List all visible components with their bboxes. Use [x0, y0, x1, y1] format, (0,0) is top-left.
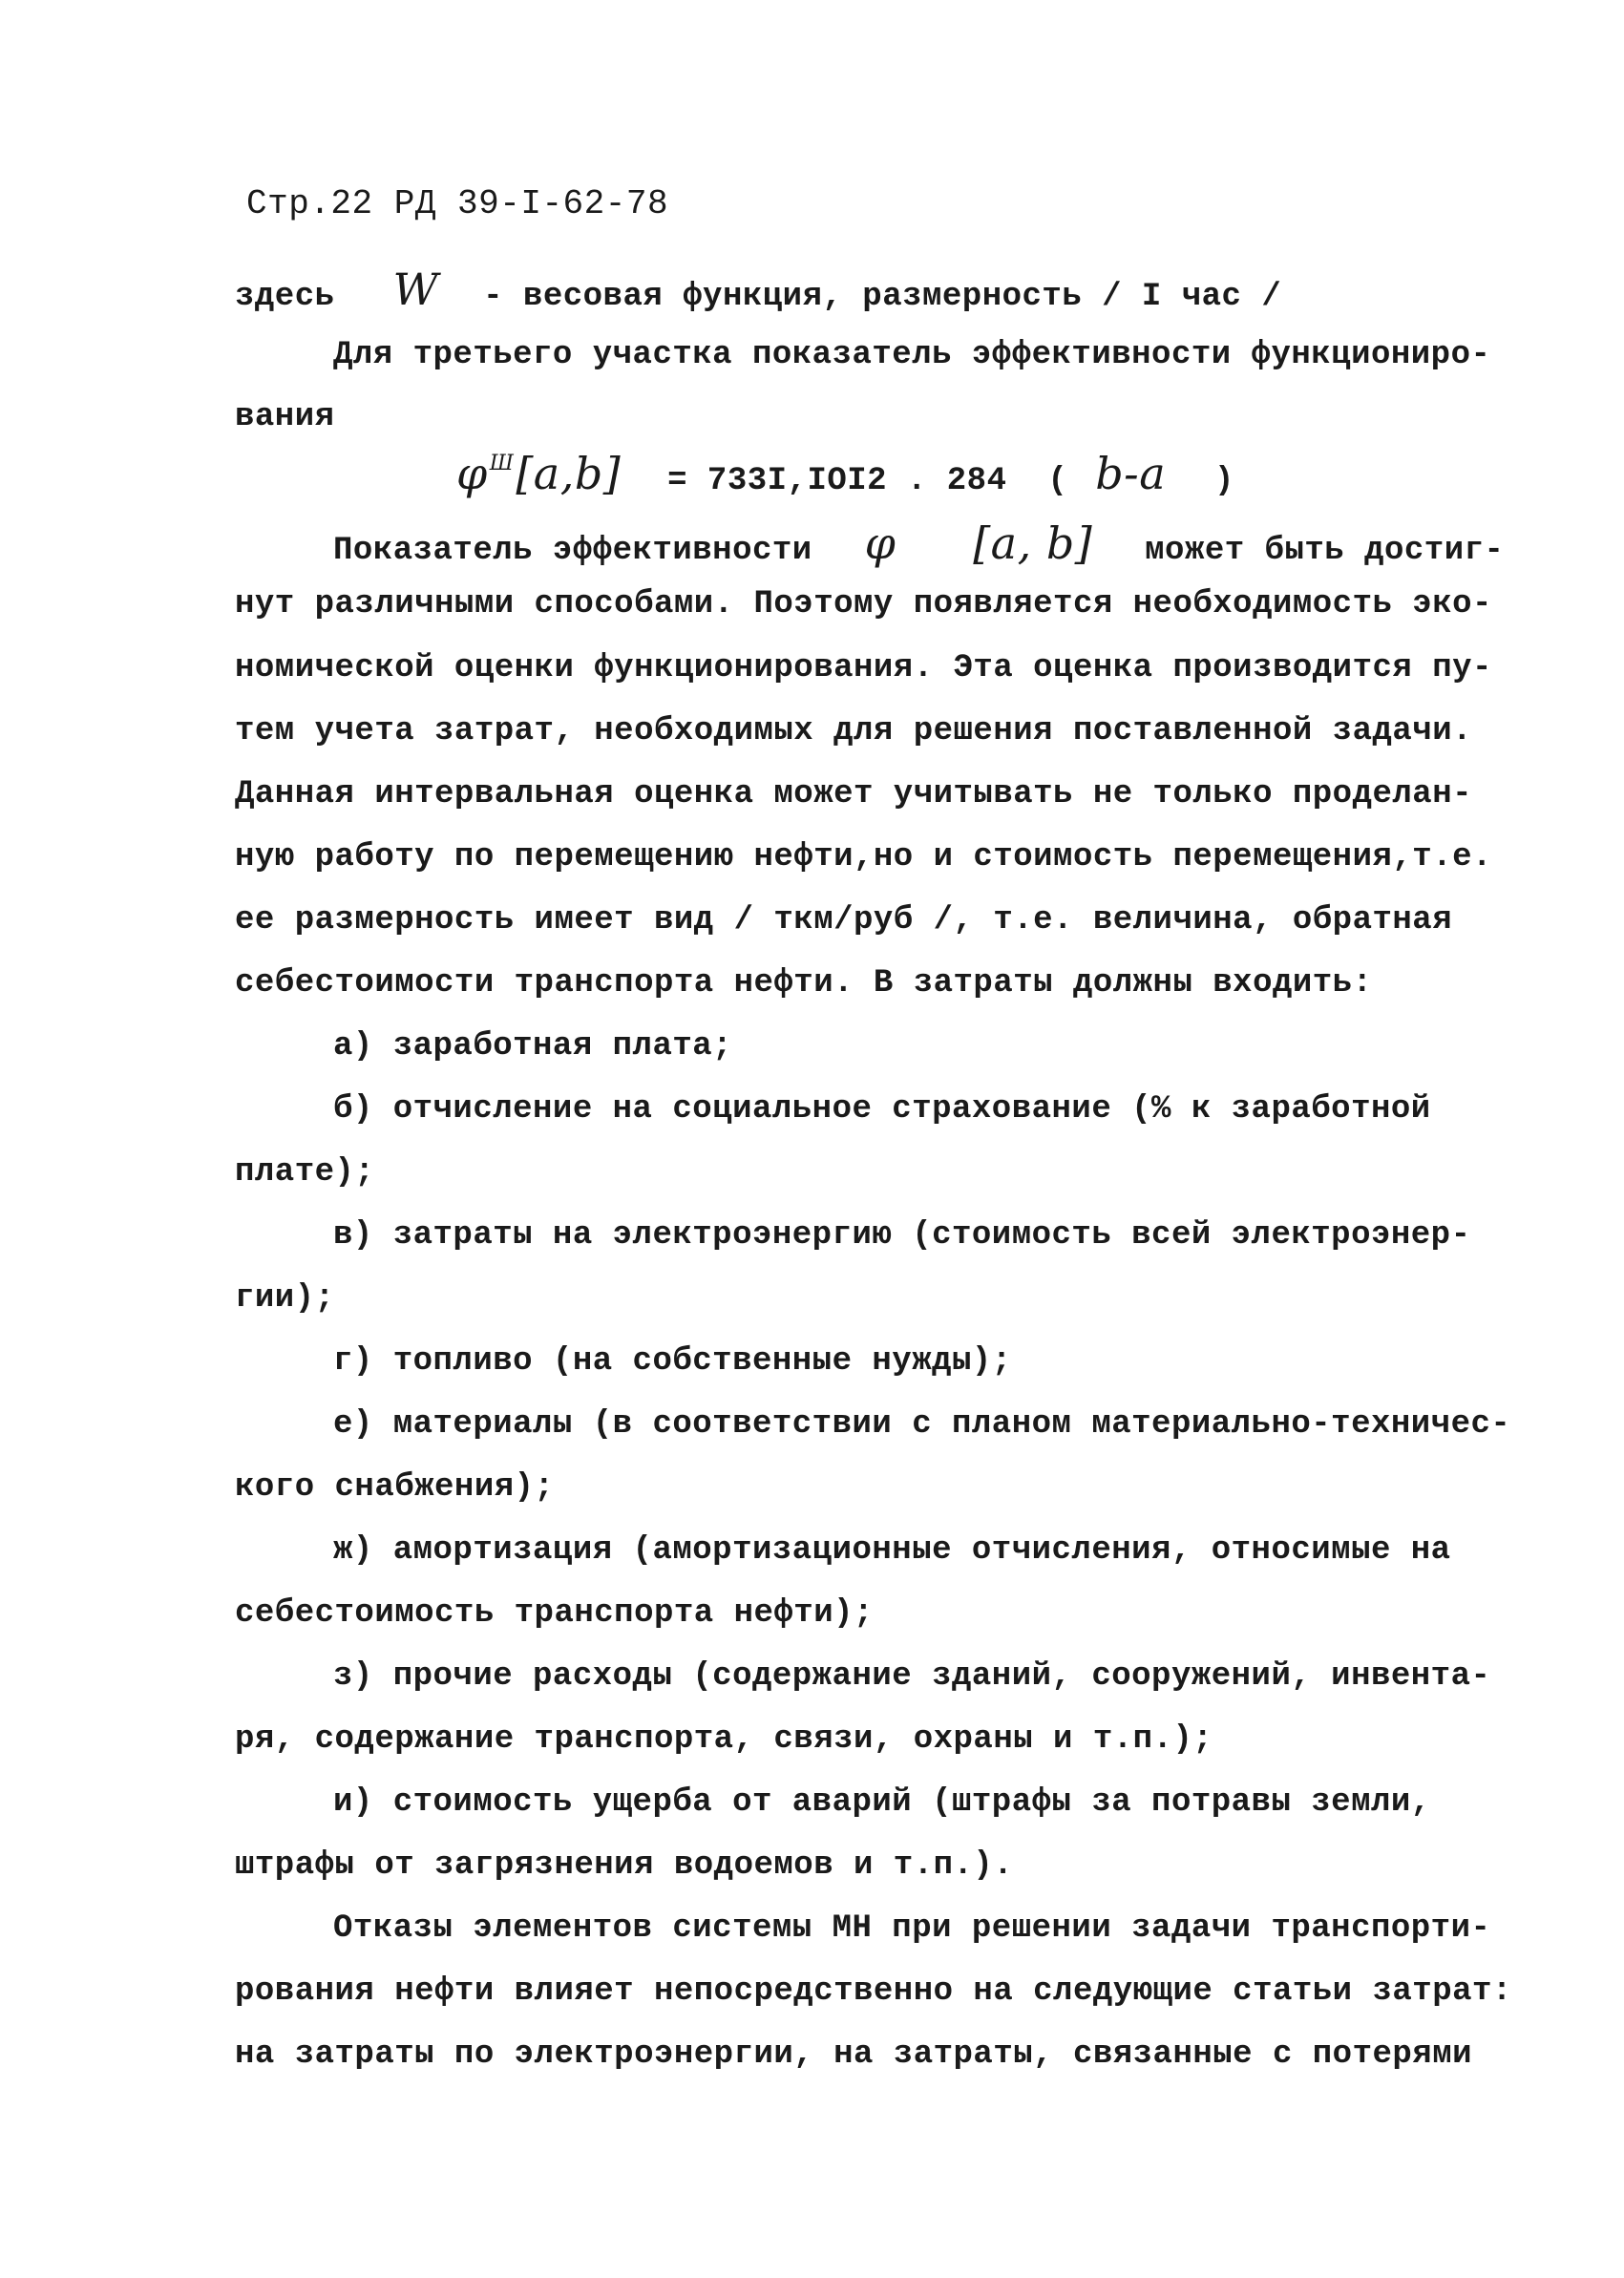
indicator-phi: φ [864, 517, 896, 569]
formula [456, 448, 1234, 502]
paragraph-2-line-2: вания [235, 399, 335, 435]
paragraph-4-line-1: Отказы элементов системы МН при решении задачи транспорти- [333, 1910, 1491, 1947]
paragraph-3-line-6: ную работу по перемещению нефти,но и стоимость перемещения,т.е. [235, 839, 1492, 875]
formula-close-paren: ) [1214, 463, 1234, 499]
list-item-b-line-1: б) отчисление на социальное страхование (% к заработной [333, 1091, 1431, 1128]
list-item-zh-line-1: ж) амортизация (амортизационные отчисления, относимые на [333, 1532, 1451, 1569]
indicator-interval: [a, b] [973, 517, 1093, 569]
paragraph-3-line-2: нут различными способами. Поэтому появляется необходимость эко- [235, 586, 1492, 622]
list-item-e-line-1: е) материалы (в соответствии с планом материально-техничес- [333, 1406, 1511, 1443]
paragraph-3-line-5: Данная интервальная оценка может учитывать не только проделан- [235, 776, 1473, 812]
indicator-text: Показатель эффективности [333, 533, 812, 569]
list-item-i-line-2: штрафы от загрязнения водоемов и т.п.). [235, 1847, 1014, 1884]
paragraph-2-line-1: Для третьего участка показатель эффективности функциониро- [333, 337, 1491, 373]
list-item-v-line-2: гии); [235, 1280, 335, 1317]
paragraph-4-line-3: на затраты по электроэнергии, на затраты, связанные с потерями [235, 2036, 1473, 2073]
paragraph-3-line-4: тем учета затрат, необходимых для решения поставленной задачи. [235, 713, 1473, 749]
weight-function-text: - весовая функция, размерность / I час / [483, 279, 1282, 315]
list-item-v-line-1: в) затраты на электроэнергию (стоимость всей электроэнер- [333, 1217, 1471, 1254]
list-item-z-line-1: з) прочие расходы (содержание зданий, сооружений, инвента- [333, 1658, 1491, 1695]
formula-value: = 733I,IOI2 . 284 [667, 463, 1007, 499]
page-header: Стр.22 РД 39-I-62-78 [246, 184, 669, 223]
paragraph-3-line-8: себестоимости транспорта нефти. В затраты должны входить: [235, 965, 1373, 1002]
formula-expression: b-a [1095, 448, 1167, 499]
formula-interval: [a,b] [516, 448, 622, 499]
list-item-e-line-2: кого снабжения); [235, 1469, 555, 1506]
list-item-z-line-2: ря, содержание транспорта, связи, охраны и т.п.); [235, 1721, 1213, 1758]
weight-function-line [235, 264, 1282, 316]
list-item-i-line-1: и) стоимость ущерба от аварий (штрафы за потравы земли, [333, 1784, 1431, 1821]
list-item-b-line-2: плате); [235, 1154, 375, 1191]
formula-open-paren: ( [1047, 463, 1068, 499]
paragraph-3-line-1 [333, 517, 1505, 570]
list-item-zh-line-2: себестоимость транспорта нефти); [235, 1595, 874, 1632]
list-item-g: г) топливо (на собственные нужды); [333, 1343, 1012, 1380]
symbol-w: W [392, 264, 439, 315]
paragraph-3-line-7: ее размерность имеет вид / ткм/руб /, т.е. величина, обратная [235, 902, 1453, 939]
word-here: здесь [235, 279, 335, 315]
indicator-rest: может быть достиг- [1145, 533, 1505, 569]
list-item-a: а) заработная плата; [333, 1028, 733, 1065]
paragraph-4-line-2: рования нефти влияет непосредственно на следующие статьи затрат: [235, 1973, 1512, 2010]
formula-superscript: Ш [489, 452, 515, 475]
formula-phi: φ [456, 448, 488, 499]
paragraph-3-line-3: номической оценки функционирования. Эта оценка производится пу- [235, 650, 1492, 686]
